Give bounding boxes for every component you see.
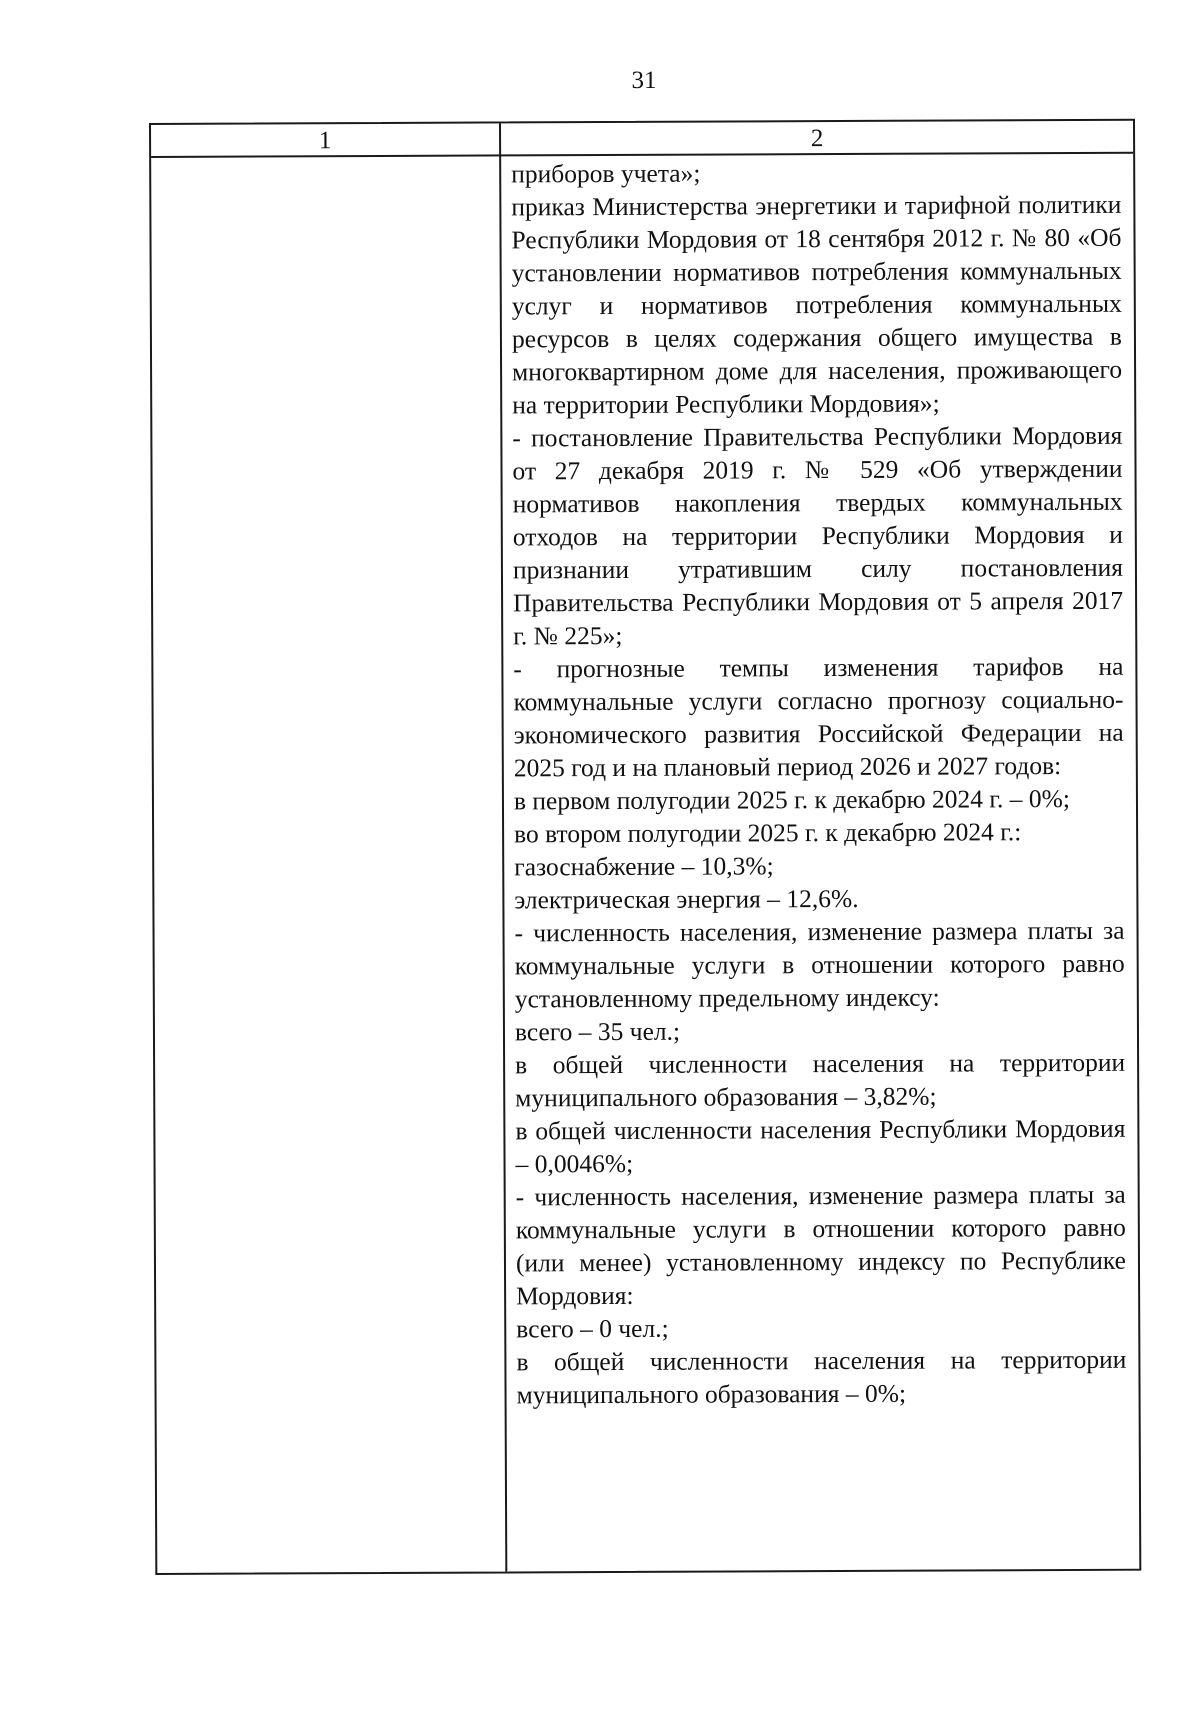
column-1-cell — [151, 156, 505, 1573]
column-1-header: 1 — [318, 127, 332, 155]
table-header-row — [151, 121, 1133, 158]
paragraph: во втором полугодии 2025 г. к декабрю 2024 г.: — [514, 817, 1022, 849]
paragraph: электрическая энергия – 12,6%. — [514, 883, 859, 915]
paragraph: приборов учета»; — [511, 158, 701, 189]
paragraph: в общей численности населения на территории муниципального образования – 0%; — [516, 1344, 1127, 1410]
page-number: 31 — [631, 67, 657, 94]
paragraph: - численность населения, изменение размера платы за коммунальные услуги в отношении которого равно установленному предельному индексу: — [514, 915, 1125, 1014]
paragraph: в общей численности населения Республики Мордовия – 0,0046%; — [515, 1113, 1126, 1179]
paragraph: всего – 35 чел.; — [514, 1016, 681, 1047]
paragraph: - численность населения, изменение размера платы за коммунальные услуги в отношении которого равно (или менее) установленному индексу по Республике Мордовия: — [515, 1179, 1127, 1311]
column-2-header: 2 — [810, 125, 824, 153]
paragraph: в первом полугодии 2025 г. к декабрю 2024 г. – 0%; — [513, 783, 1070, 816]
paragraph: приказ Министерства энергетики и тарифной политики Республики Мордовия от 18 сентября 2012 г. № 80 «Об установлении нормативов потребления коммунальных услуг и нормативов потребления коммунальных ресурсов в целях содержания общего имущества в многоквартирном доме для населения, проживающего на территории Республики Мордовия»; — [511, 189, 1123, 420]
document-table — [149, 119, 1141, 1575]
paragraph: - постановление Правительства Республики Мордовия от 27 декабря 2019 г. № 529 «Об утверждении нормативов накопления твердых коммунальных отходов на территории Республики Мордовия и признании утратившим силу постановления Правительства Республики Мордовия от 5 апреля 2017 г. № 225»; — [512, 420, 1124, 651]
paragraph: всего – 0 чел.; — [516, 1313, 669, 1344]
paragraph: - прогнозные темпы изменения тарифов на коммунальные услуги согласно прогнозу социально-экономического развития Российской Федерации на 2025 год и на плановый период 2026 и 2027 годов: — [513, 651, 1124, 783]
column-2-cell — [511, 155, 1127, 1572]
paragraph: газоснабжение – 10,3%; — [514, 851, 774, 882]
paragraph: в общей численности населения на территории муниципального образования – 3,82%; — [515, 1047, 1126, 1113]
